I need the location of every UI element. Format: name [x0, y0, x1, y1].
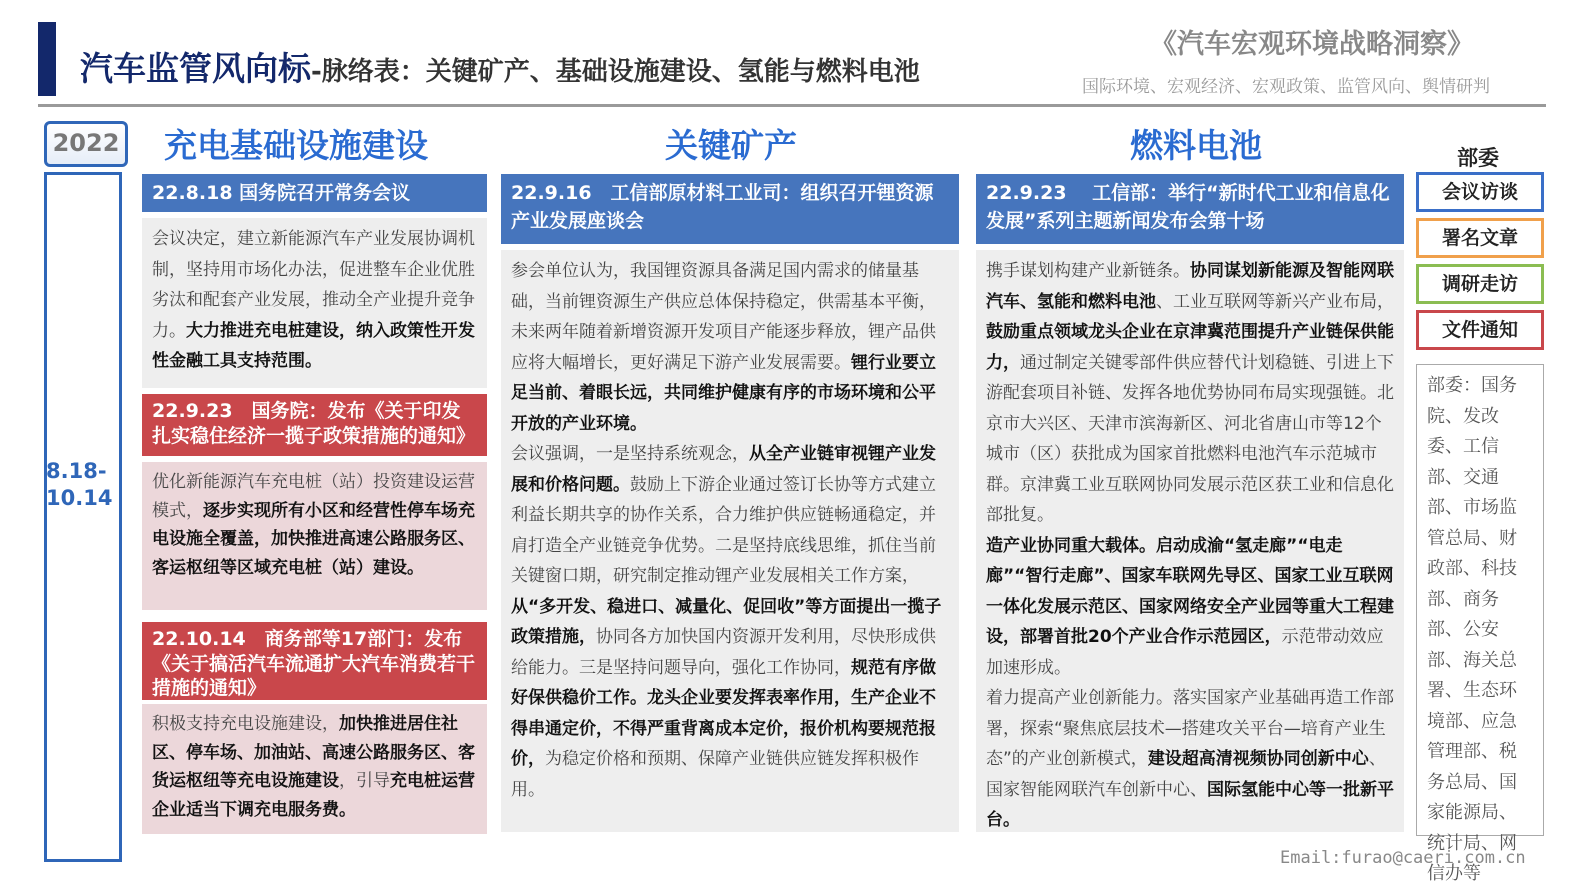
page-title-main: 汽车监管风向标 [80, 49, 311, 88]
body-text: 会议决定，建立新能源汽车产业发展协调机制，坚持用市场化办法，促进整车企业优胜劣汰和配套产业发展，推动全产业提升竞争力。 [152, 229, 475, 341]
event-body [142, 462, 487, 610]
body-text: 会议强调，一是坚持系统观念， [511, 444, 749, 464]
department-list [1416, 364, 1544, 884]
emphasis-text: 充电桩运营企业适当下调充电服务费。 [152, 771, 475, 820]
event-paragraph [986, 683, 1394, 836]
body-text: 通过制定关键零部件供应替代计划稳链、引进上下游配套项目补链、发挥各地优势协同布局实现强链。北京市大兴区、天津市滨海新区、河北省唐山市等12个城市（区）获批成为国家首批燃料电池汽车示范城市群。京津冀工业互联网协同发展示范区获工业和信息化部批复。 [986, 352, 1394, 525]
legend-signed-article: 署名文章 [1416, 218, 1544, 258]
emphasis-text: 从“多开发、稳进口、减量化、促回收”等方面提出一揽子政策措施， [511, 596, 942, 647]
body-text: 示范带动效应加速形成。 [986, 627, 1384, 678]
emphasis-text: 造产业协同重大载体。启动成渝“氢走廊”“电走廊”“智行走廊”、国家车联网先导区、国家工业互联网一体化发展示范区、国家网络安全产业园等重大工程建设，部署首批20个产业合作示范园区， [986, 535, 1394, 647]
column-heading-charging: 充电基础设施建设 [164, 126, 428, 165]
report-name: 《汽车宏观环境战略洞察》 [1150, 29, 1474, 60]
emphasis-text: 鼓励重点领域龙头企业在京津冀范围提升产业链保供能力， [986, 322, 1394, 373]
event-title: 22.9.23 工信部：举行“新时代工业和信息化发展”系列主题新闻发布会第十场 [976, 174, 1404, 244]
event-body [976, 250, 1404, 832]
event-paragraph [152, 468, 477, 582]
department-list-label: 部委： [1427, 375, 1481, 396]
event-body [501, 250, 959, 832]
emphasis-text: 从全产业链审视锂产业发展和价格问题。 [511, 444, 936, 495]
emphasis-text: 国际氢能中心等一批新平台。 [986, 779, 1394, 830]
event-body [142, 704, 487, 834]
page-title [80, 49, 920, 88]
emphasis-text: 加快推进居住社区、停车场、加油站、高速公路服务区、客货运枢纽等充电设施建设 [152, 714, 475, 791]
department-list-text: 国务院、发改委、工信部、交通部、市场监管总局、财政部、科技部、商务部、公安部、海关总署、生态环境部、应急管理部、税务总局、国家能源局、统计局、网信办等 [1427, 375, 1517, 884]
column-heading-fuel-cell: 燃料电池 [1130, 126, 1262, 165]
event-paragraph [152, 224, 477, 377]
timeline-bar [44, 172, 122, 862]
body-text: 、国家智能网联汽车创新中心、 [986, 749, 1386, 800]
column-heading-minerals: 关键矿产 [665, 126, 797, 165]
body-text: 优化新能源汽车充电桩（站）投资建设运营模式， [152, 472, 475, 521]
emphasis-text: 锂行业要立足当前、着眼长远，共同维护健康有序的市场环境和公平开放的产业环境。 [511, 352, 936, 434]
event-title: 22.10.14 商务部等17部门：发布《关于搞活汽车流通扩大汽车消费若干措施的通知》 [142, 622, 487, 700]
legend-document-notice: 文件通知 [1416, 310, 1544, 350]
page-title-subtitle: -脉络表：关键矿产、基础设施建设、氢能与燃料电池 [311, 57, 920, 87]
body-text: 参会单位认为，我国锂资源具备满足国内需求的储量基础，当前锂资源生产供应总体保持稳定，供需基本平衡，未来两年随着新增资源开发项目产能逐步释放，锂产品供应将大幅增长，更好满足下游产业发展需要。 [511, 261, 936, 373]
legend-meeting-interview: 会议访谈 [1416, 172, 1544, 212]
legend-research-visit: 调研走访 [1416, 264, 1544, 304]
emphasis-text: 大力推进充电桩建设，纳入政策性开发性金融工具支持范围。 [152, 320, 475, 371]
header-accent-bar [38, 22, 56, 96]
emphasis-text: 建设超高清视频协同创新中心 [1147, 749, 1369, 769]
event-paragraph [986, 531, 1394, 684]
event-paragraph [511, 256, 949, 439]
year-badge: 2022 [44, 121, 128, 167]
event-title: 22.9.16 工信部原材料工业司：组织召开锂资源产业发展座谈会 [501, 174, 959, 244]
body-text: 、工业互联网等新兴产业布局， [1156, 291, 1394, 312]
header-divider [38, 104, 1546, 107]
body-text: ，引导 [339, 771, 390, 791]
body-text: 积极支持充电设施建设， [152, 714, 339, 734]
date-range-label: 8.18-10.14 [46, 459, 113, 511]
event-body [142, 218, 487, 388]
body-text: 鼓励上下游企业通过签订长协等方式建立利益长期共享的协作关系，合力维护供应链畅通稳定，并肩打造全产业链竞争优势。二是坚持底线思维，抓住当前关键窗口期，研究制定推动锂产业发展相关工作方案， [511, 474, 936, 586]
body-text: 着力提高产业创新能力。落实国家产业基础再造工作部署，探索“聚焦底层技术—搭建攻关平台—培育产业生态”的产业创新模式， [986, 688, 1394, 769]
contact-email: Email:furao@caeri.com.cn [1280, 848, 1526, 868]
body-text: 协同各方加快国内资源开发利用，尽快形成供给能力。三是坚持问题导向，强化工作协同， [511, 627, 936, 678]
body-text: 携手谋划构建产业新链条。 [986, 261, 1190, 281]
event-paragraph [511, 439, 949, 805]
emphasis-text: 协同谋划新能源及智能网联汽车、氢能和燃料电池 [986, 261, 1394, 312]
event-paragraph [152, 710, 477, 824]
body-text: 为稳定价格和预期、保障产业链供应链发挥积极作用。 [511, 749, 919, 800]
emphasis-text: 逐步实现所有小区和经营性停车场充电设施全覆盖，加快推进高速公路服务区、客运枢纽等区域充电桩（站）建设。 [152, 500, 475, 578]
report-tags: 国际环境、宏观经济、宏观政策、监管风向、舆情研判 [1082, 77, 1490, 97]
event-title: 22.9.23 国务院：发布《关于印发扎实稳住经济一揽子政策措施的通知》 [142, 394, 487, 456]
event-paragraph [986, 256, 1394, 531]
event-title: 22.8.18 国务院召开常务会议 [142, 174, 487, 212]
department-title: 部委 [1457, 146, 1499, 170]
emphasis-text: 规范有序做好保供稳价工作。龙头企业要发挥表率作用，生产企业不得串通定价，不得严重背离成本定价，报价机构要规范报价， [511, 657, 936, 769]
